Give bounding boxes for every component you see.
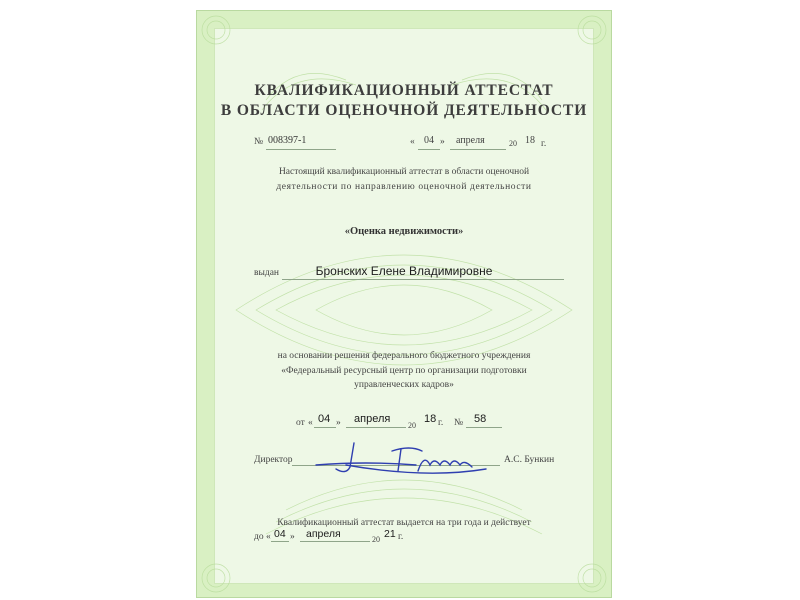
date-day-underline (418, 149, 440, 150)
decision-g: г. (438, 418, 444, 428)
decision-number-prefix: № (454, 418, 464, 428)
basis-line3: управленческих кадров» (354, 380, 454, 390)
date-suffix: г. (541, 139, 547, 149)
decision-month-underline (346, 427, 406, 428)
director-label: Директор (254, 455, 293, 465)
decision-number: 58 (474, 413, 487, 425)
number-underline (266, 149, 336, 150)
decision-open-quote: « (308, 418, 313, 428)
decision-day: 04 (318, 413, 331, 425)
certificate (196, 10, 612, 598)
validity-day: 04 (274, 528, 286, 540)
date-year: 18 (525, 135, 535, 146)
basis-line2: «Федеральный ресурсный центр по организации подготовки (281, 366, 527, 376)
validity-line1: Квалификационный аттестат выдается на три года и действует (277, 518, 531, 528)
decision-from: от (296, 418, 305, 428)
director-signature (306, 435, 506, 483)
issued-label: выдан (254, 268, 280, 278)
date-month-underline (450, 149, 506, 150)
validity-until: до (254, 532, 264, 542)
validity-suffix: г. (398, 532, 404, 542)
validity-month-underline (300, 541, 370, 542)
validity-year: 21 (384, 528, 396, 540)
decision-number-underline (466, 427, 502, 428)
validity-close-quote: » (290, 532, 295, 542)
date-month: апреля (456, 135, 485, 146)
decision-century: 20 (408, 421, 416, 430)
director-name: А.С. Бункин (504, 455, 555, 465)
certificate-title-line2: В ОБЛАСТИ ОЦЕНОЧНОЙ ДЕЯТЕЛЬНОСТИ (220, 102, 588, 119)
number-prefix: № (254, 137, 264, 147)
date-day: 04 (424, 135, 434, 146)
recipient-name: Бронских Елене Владимировне (315, 264, 493, 278)
decision-day-underline (314, 427, 336, 428)
validity-day-underline (271, 541, 289, 542)
date-close-quote: » (440, 137, 445, 147)
decision-year: 18 (424, 413, 437, 425)
date-open-quote: « (410, 137, 415, 147)
decision-month: апреля (354, 413, 391, 425)
validity-month: апреля (306, 528, 341, 540)
decision-close-quote: » (336, 418, 341, 428)
certificate-number: 008397-1 (268, 135, 307, 146)
validity-open-quote: « (266, 532, 271, 542)
intro-line1: Настоящий квалификационный аттестат в области оценочной (278, 167, 530, 177)
basis-line1: на основании решения федерального бюджетного учреждения (277, 351, 531, 361)
validity-century: 20 (372, 535, 380, 544)
intro-line2: деятельности по направлению оценочной деятельности (276, 182, 532, 192)
certificate-title-line1: КВАЛИФИКАЦИОННЫЙ АТТЕСТАТ (254, 82, 554, 99)
date-century: 20 (509, 139, 517, 148)
issued-name-underline (282, 279, 564, 280)
evaluation-direction: «Оценка недвижимости» (344, 226, 464, 237)
